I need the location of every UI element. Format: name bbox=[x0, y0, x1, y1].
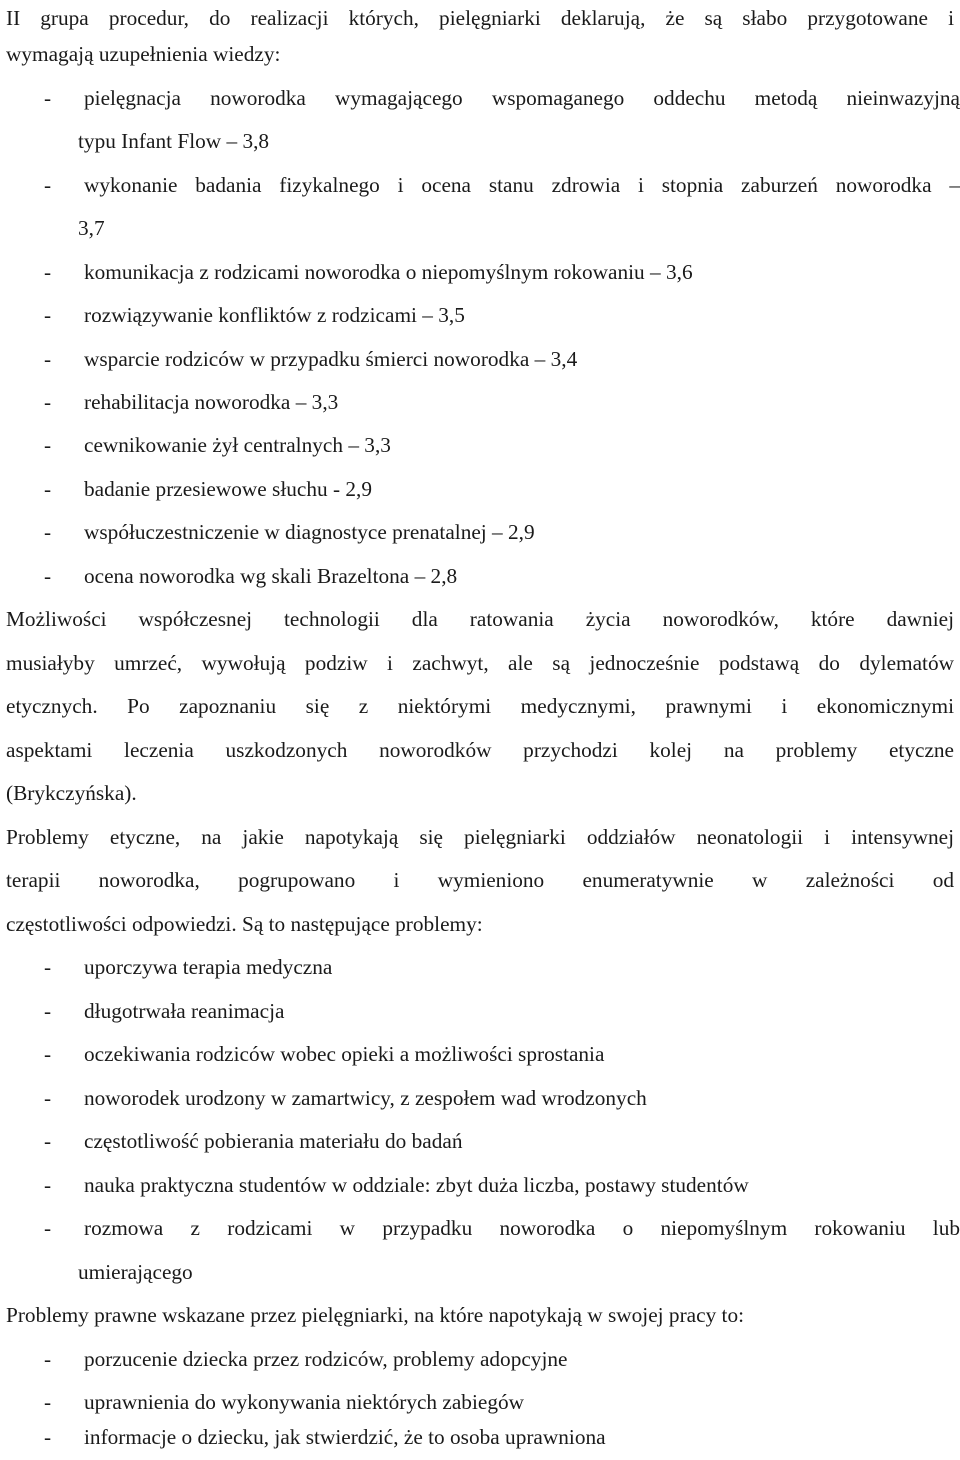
list-item bbox=[6, 423, 954, 467]
list-item bbox=[6, 1076, 954, 1120]
paragraph-line: (Brykczyńska). bbox=[6, 781, 137, 805]
list-item-text: rehabilitacja noworodka – 3,3 bbox=[84, 390, 339, 414]
list-item bbox=[6, 989, 954, 1033]
paragraph-line: etycznych. Po zapoznaniu się z niektórymi medycznymi, prawnymi i ekonomicznymi bbox=[6, 694, 954, 718]
paragraph-line: Problemy prawne wskazane przez pielęgniarki, na które napotykają w swojej pracy to: bbox=[6, 1303, 745, 1327]
list-item bbox=[6, 163, 960, 207]
paragraph-line: aspektami leczenia uszkodzonych noworodków przychodzi kolej na problemy etyczne bbox=[6, 738, 954, 762]
list-item-continuation: 3,7 bbox=[78, 216, 105, 240]
paragraph-line: Możliwości współczesnej technologii dla ratowania życia noworodków, które dawniej bbox=[6, 607, 954, 631]
list-item-text: długotrwała reanimacja bbox=[84, 999, 285, 1023]
list-item-text: nauka praktyczna studentów w oddziale: zbyt duża liczba, postawy studentów bbox=[84, 1173, 749, 1197]
bullet: - bbox=[44, 564, 52, 588]
paragraph-line: musiałyby umrzeć, wywołują podziw i zachwyt, ale są jednocześnie podstawą do dylematów bbox=[6, 651, 954, 675]
list-item bbox=[6, 945, 954, 989]
list-item bbox=[6, 76, 960, 120]
bullet: - bbox=[44, 1216, 52, 1240]
list-item-text: rozwiązywanie konfliktów z rodzicami – 3,5 bbox=[84, 303, 465, 327]
list-item bbox=[6, 293, 954, 337]
list-item-text: komunikacja z rodzicami noworodka o niepomyślnym rokowaniu – 3,6 bbox=[84, 260, 693, 284]
bullet: - bbox=[44, 1042, 52, 1066]
list-item bbox=[6, 1206, 960, 1250]
bullet: - bbox=[44, 477, 52, 501]
list-item-text: noworodek urodzony w zamartwicy, z zespołem wad wrodzonych bbox=[84, 1086, 647, 1110]
paragraph-line: terapii noworodka, pogrupowano i wymieniono enumeratywnie w zależności od bbox=[6, 868, 954, 892]
list-item-text: wsparcie rodziców w przypadku śmierci noworodka – 3,4 bbox=[84, 347, 578, 371]
list-item bbox=[6, 250, 954, 294]
list-item bbox=[6, 1163, 954, 1207]
list-item bbox=[6, 467, 954, 511]
bullet: - bbox=[44, 303, 52, 327]
list-item-text: cewnikowanie żył centralnych – 3,3 bbox=[84, 433, 391, 457]
list-item-continuation: typu Infant Flow – 3,8 bbox=[78, 129, 270, 153]
bullet: - bbox=[44, 433, 52, 457]
bullet: - bbox=[44, 1129, 52, 1153]
list-item bbox=[6, 1119, 954, 1163]
bullet: - bbox=[44, 1173, 52, 1197]
list-item bbox=[6, 1032, 954, 1076]
list-item-continuation: umierającego bbox=[78, 1260, 193, 1284]
list-item-text: częstotliwość pobierania materiału do badań bbox=[84, 1129, 463, 1153]
intro-line-1: II grupa procedur, do realizacji których, pielęgniarki deklarują, że są słabo przygotowane i bbox=[6, 6, 954, 30]
bullet: - bbox=[44, 1425, 52, 1449]
list-item-text: rozmowa z rodzicami w przypadku noworodka o niepomyślnym rokowaniu lub bbox=[84, 1216, 960, 1240]
list-item bbox=[6, 337, 954, 381]
intro-line-2: wymagają uzupełnienia wiedzy: bbox=[6, 42, 281, 66]
list-item bbox=[6, 1337, 954, 1381]
list-item-text: oczekiwania rodziców wobec opieki a możliwości sprostania bbox=[84, 1042, 605, 1066]
bullet: - bbox=[44, 347, 52, 371]
list-item-text: wykonanie badania fizykalnego i ocena stanu zdrowia i stopnia zaburzeń noworodka – bbox=[84, 173, 960, 197]
bullet: - bbox=[44, 173, 52, 197]
bullet: - bbox=[44, 260, 52, 284]
list-item-text: współuczestniczenie w diagnostyce prenatalnej – 2,9 bbox=[84, 520, 535, 544]
bullet: - bbox=[44, 390, 52, 414]
paragraph-line: Problemy etyczne, na jakie napotykają się pielęgniarki oddziałów neonatologii i intensywnej bbox=[6, 825, 954, 849]
list-item bbox=[6, 1415, 954, 1459]
list-item-text: badanie przesiewowe słuchu - 2,9 bbox=[84, 477, 372, 501]
bullet: - bbox=[44, 955, 52, 979]
list-item bbox=[6, 554, 954, 598]
bullet: - bbox=[44, 1390, 52, 1414]
bullet: - bbox=[44, 999, 52, 1023]
list-item-text: informacje o dziecku, jak stwierdzić, że to osoba uprawniona bbox=[84, 1425, 606, 1449]
list-item bbox=[6, 510, 954, 554]
bullet: - bbox=[44, 520, 52, 544]
bullet: - bbox=[44, 1347, 52, 1371]
list-item-text: uporczywa terapia medyczna bbox=[84, 955, 333, 979]
list-item-text: ocena noworodka wg skali Brazeltona – 2,8 bbox=[84, 564, 458, 588]
paragraph-line: częstotliwości odpowiedzi. Są to następujące problemy: bbox=[6, 912, 483, 936]
list-item-text: pielęgnacja noworodka wymagającego wspomaganego oddechu metodą nieinwazyjną bbox=[84, 86, 960, 110]
bullet: - bbox=[44, 86, 52, 110]
list-item bbox=[6, 380, 954, 424]
bullet: - bbox=[44, 1086, 52, 1110]
list-item-text: porzucenie dziecka przez rodziców, problemy adopcyjne bbox=[84, 1347, 568, 1371]
list-item-text: uprawnienia do wykonywania niektórych zabiegów bbox=[84, 1390, 524, 1414]
